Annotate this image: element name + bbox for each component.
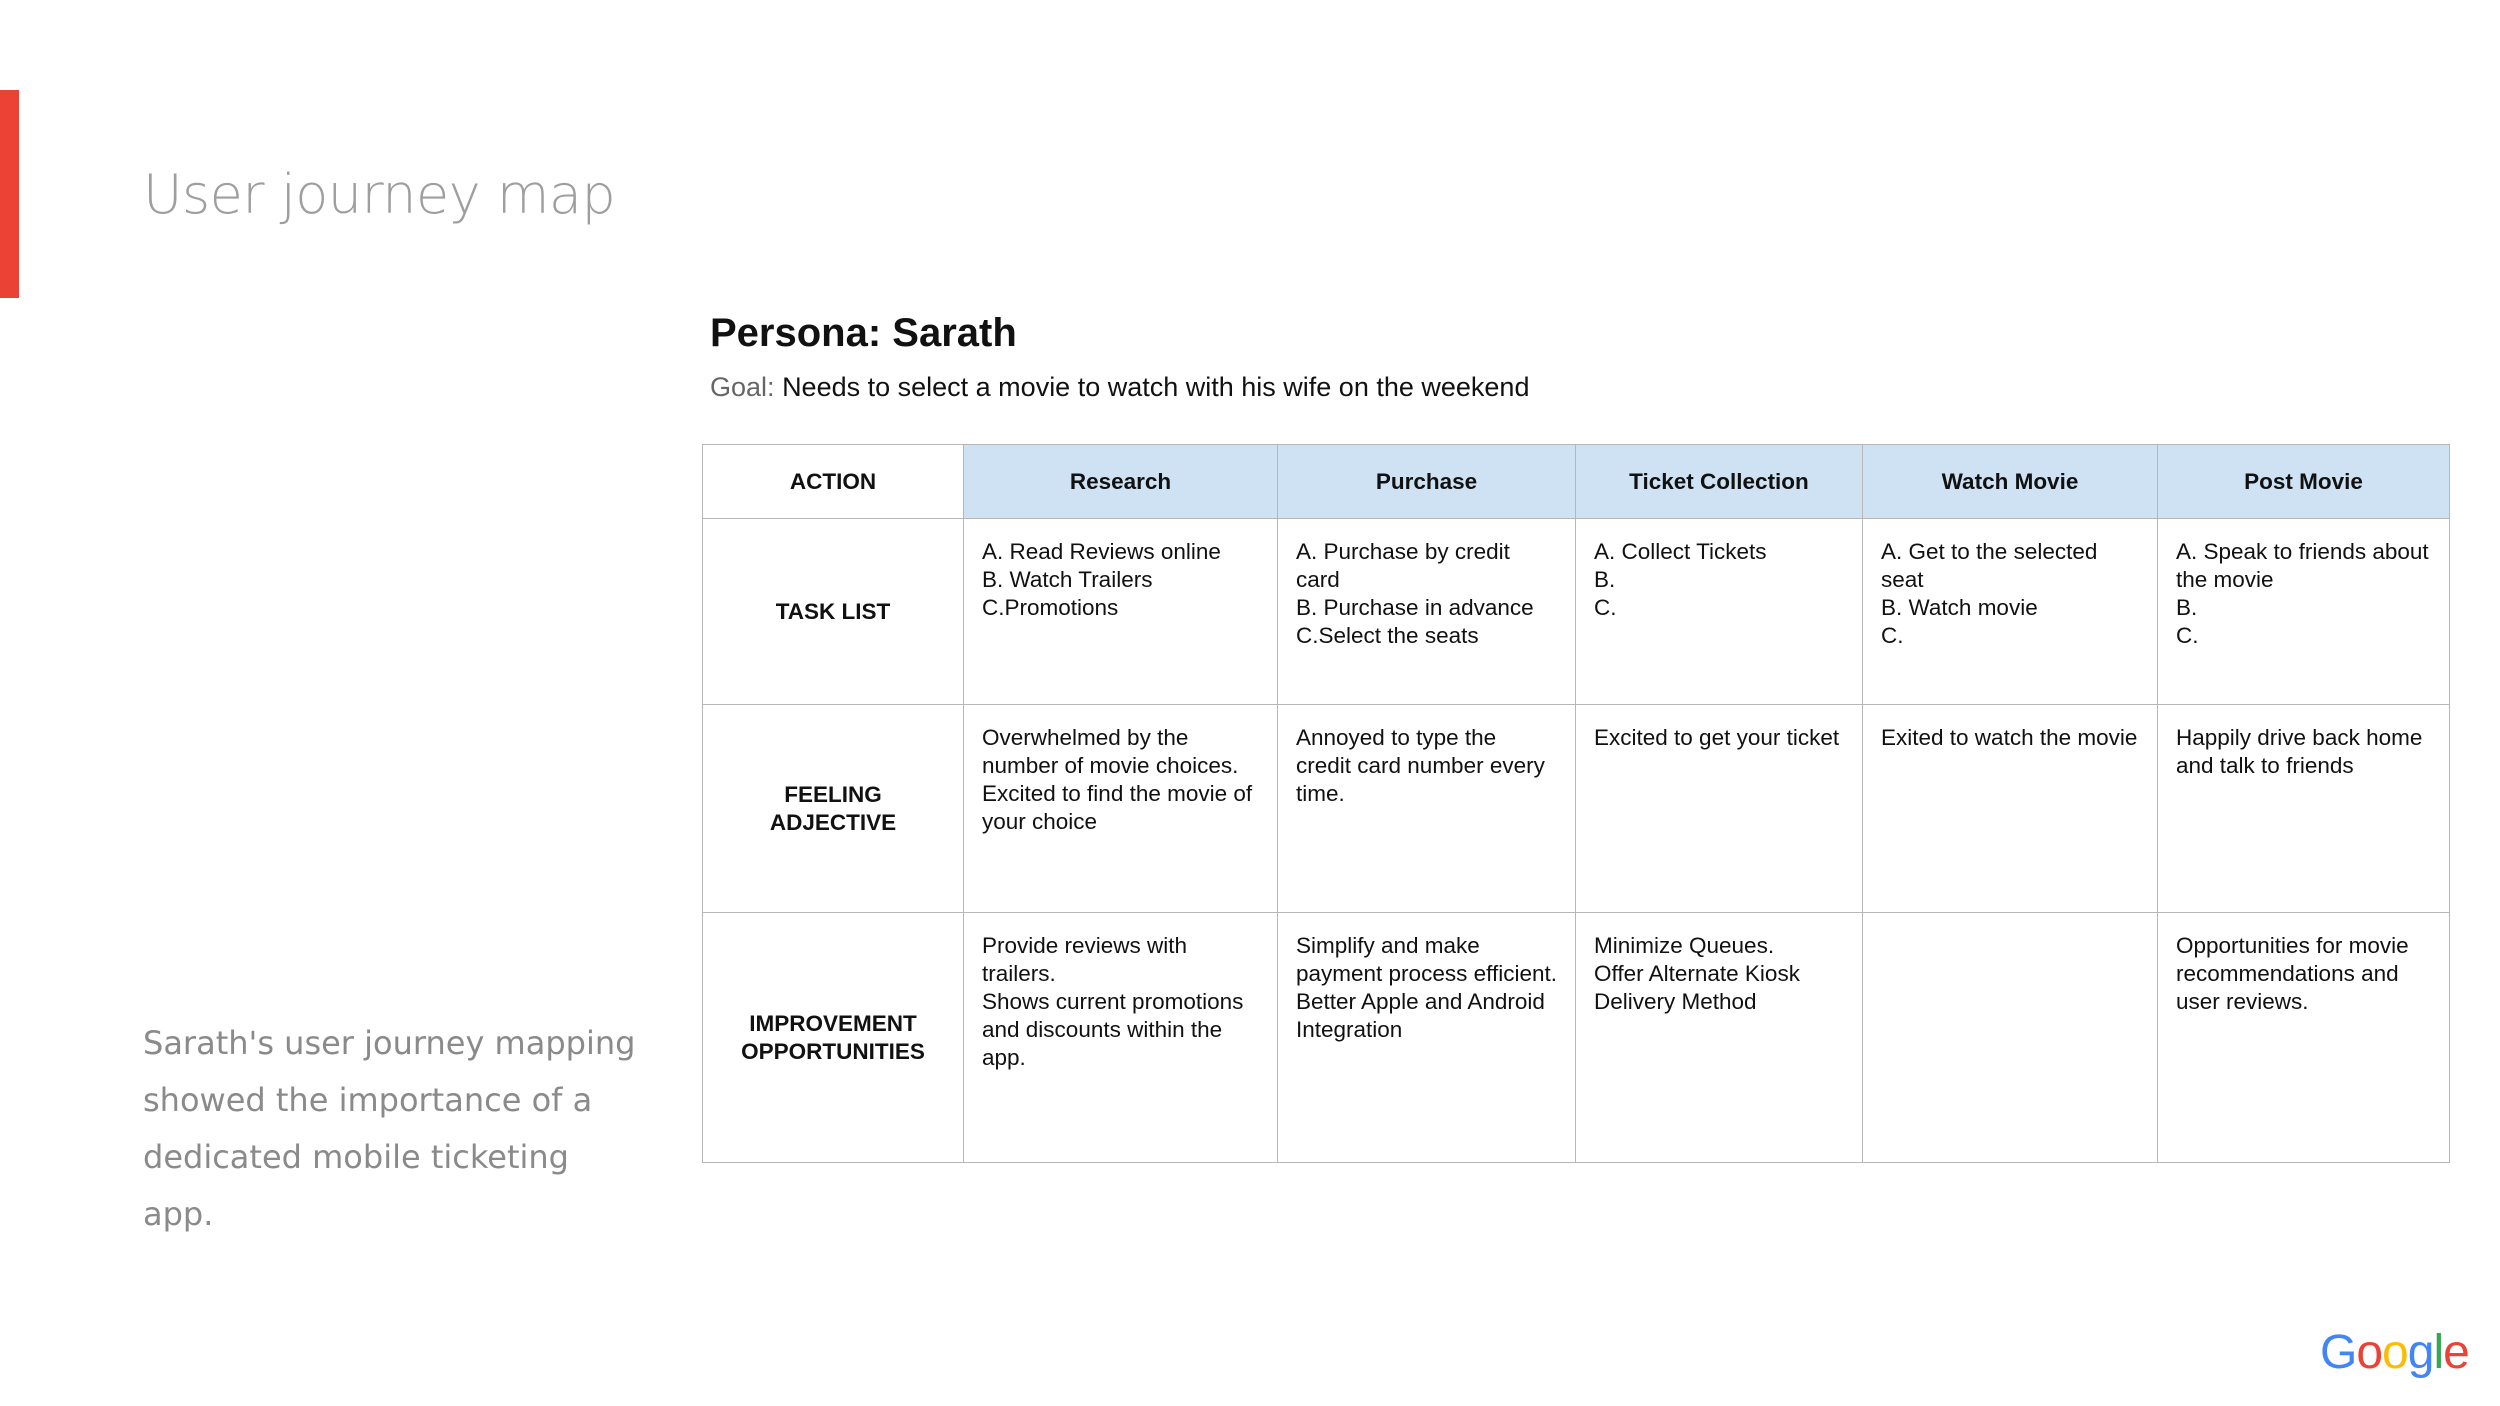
cell-text: Better Apple and Android Integration — [1296, 989, 1545, 1042]
row-label-line: ADJECTIVE — [769, 809, 897, 835]
cell-text: Overwhelmed by the number of movie choices. — [982, 725, 1239, 778]
logo-letter: G — [2320, 1326, 2357, 1379]
cell-task-list-purchase — [1278, 519, 1576, 705]
cell-text: A. Get to the selected seat — [1881, 539, 2098, 592]
action-header: ACTION — [703, 445, 964, 519]
cell-text: Simplify and make payment process efficient. — [1296, 933, 1557, 986]
cell-text: C. — [2176, 623, 2199, 648]
logo-letter: e — [2443, 1326, 2469, 1379]
row-label-line: TASK LIST — [775, 598, 891, 624]
goal-text: Needs to select a movie to watch with his wife on the weekend — [782, 372, 1530, 402]
cell-feeling-adjective-purchase — [1278, 705, 1576, 913]
cell-text: Shows current promotions and discounts within the app. — [982, 989, 1244, 1070]
persona-title: Persona: Sarath — [710, 311, 1017, 355]
cell-text: Happily drive back home and talk to friends — [2176, 725, 2423, 778]
cell-text: C. — [1881, 623, 1904, 648]
cell-text: B. Watch Trailers — [982, 567, 1153, 592]
cell-text: Excited to get your ticket — [1594, 725, 1840, 750]
cell-task-list-post-movie — [2158, 519, 2450, 705]
cell-improvement-opportunities-post-movie — [2158, 913, 2450, 1163]
cell-feeling-adjective-ticket-collection — [1576, 705, 1863, 913]
row-label-line: OPPORTUNITIES — [741, 1038, 925, 1064]
cell-text: C. — [1594, 595, 1617, 620]
stage-header-research: Research — [964, 445, 1278, 519]
row-label-line: FEELING — [784, 781, 882, 807]
google-logo — [2320, 1325, 2469, 1380]
row-improvement-opportunities — [703, 913, 2450, 1163]
cell-improvement-opportunities-purchase — [1278, 913, 1576, 1163]
cell-text: Offer Alternate Kiosk Delivery Method — [1594, 961, 1800, 1014]
cell-text: A. Purchase by credit card — [1296, 539, 1510, 592]
cell-text: B. — [2176, 595, 2198, 620]
cell-text: B. Watch movie — [1881, 595, 2038, 620]
cell-text: B. — [1594, 567, 1616, 592]
cell-feeling-adjective-watch-movie — [1863, 705, 2158, 913]
summary-text: Sarath's user journey mapping showed the importance of a dedicated mobile ticketing app. — [143, 1024, 636, 1233]
cell-text: Exited to watch the movie — [1881, 725, 2138, 750]
cell-text: Minimize Queues. — [1594, 933, 1775, 958]
stage-header-row — [703, 445, 2450, 519]
cell-text: B. Purchase in advance — [1296, 595, 1534, 620]
slide-title: User journey map — [143, 163, 616, 226]
logo-letter: g — [2407, 1326, 2434, 1379]
cell-task-list-research — [964, 519, 1278, 705]
stage-header-ticket-collection: Ticket Collection — [1576, 445, 1863, 519]
stage-header-watch-movie: Watch Movie — [1863, 445, 2158, 519]
cell-improvement-opportunities-watch-movie — [1863, 913, 2158, 1163]
stage-header-post-movie: Post Movie — [2158, 445, 2450, 519]
cell-task-list-ticket-collection — [1576, 519, 1863, 705]
accent-bar — [0, 90, 19, 298]
cell-text: A. Collect Tickets — [1594, 539, 1767, 564]
cell-text: C.Promotions — [982, 595, 1119, 620]
row-task-list — [703, 519, 2450, 705]
cell-text: A. Read Reviews online — [982, 539, 1221, 564]
logo-letter: l — [2433, 1326, 2444, 1379]
cell-text: Annoyed to type the credit card number every time. — [1296, 725, 1545, 806]
cell-improvement-opportunities-ticket-collection — [1576, 913, 1863, 1163]
cell-feeling-adjective-post-movie — [2158, 705, 2450, 913]
row-label-task-list — [703, 519, 964, 705]
goal-line — [710, 372, 1529, 403]
cell-text: Excited to find the movie of your choice — [982, 781, 1253, 834]
cell-feeling-adjective-research — [964, 705, 1278, 913]
cell-text: C.Select the seats — [1296, 623, 1479, 648]
row-label-feeling-adjective — [703, 705, 964, 913]
cell-improvement-opportunities-research — [964, 913, 1278, 1163]
cell-text: Provide reviews with trailers. — [982, 933, 1188, 986]
row-label-line: IMPROVEMENT — [749, 1010, 917, 1036]
goal-label: Goal: — [710, 372, 775, 402]
row-label-improvement-opportunities — [703, 913, 964, 1163]
cell-text: Opportunities for movie recommendations and user reviews. — [2176, 933, 2409, 1014]
stage-header-purchase: Purchase — [1278, 445, 1576, 519]
cell-task-list-watch-movie — [1863, 519, 2158, 705]
row-feeling-adjective — [703, 705, 2450, 913]
logo-letter: o — [2356, 1326, 2383, 1379]
logo-letter: o — [2382, 1326, 2408, 1379]
journey-table — [702, 444, 2450, 1163]
cell-text: A. Speak to friends about the movie — [2176, 539, 2429, 592]
